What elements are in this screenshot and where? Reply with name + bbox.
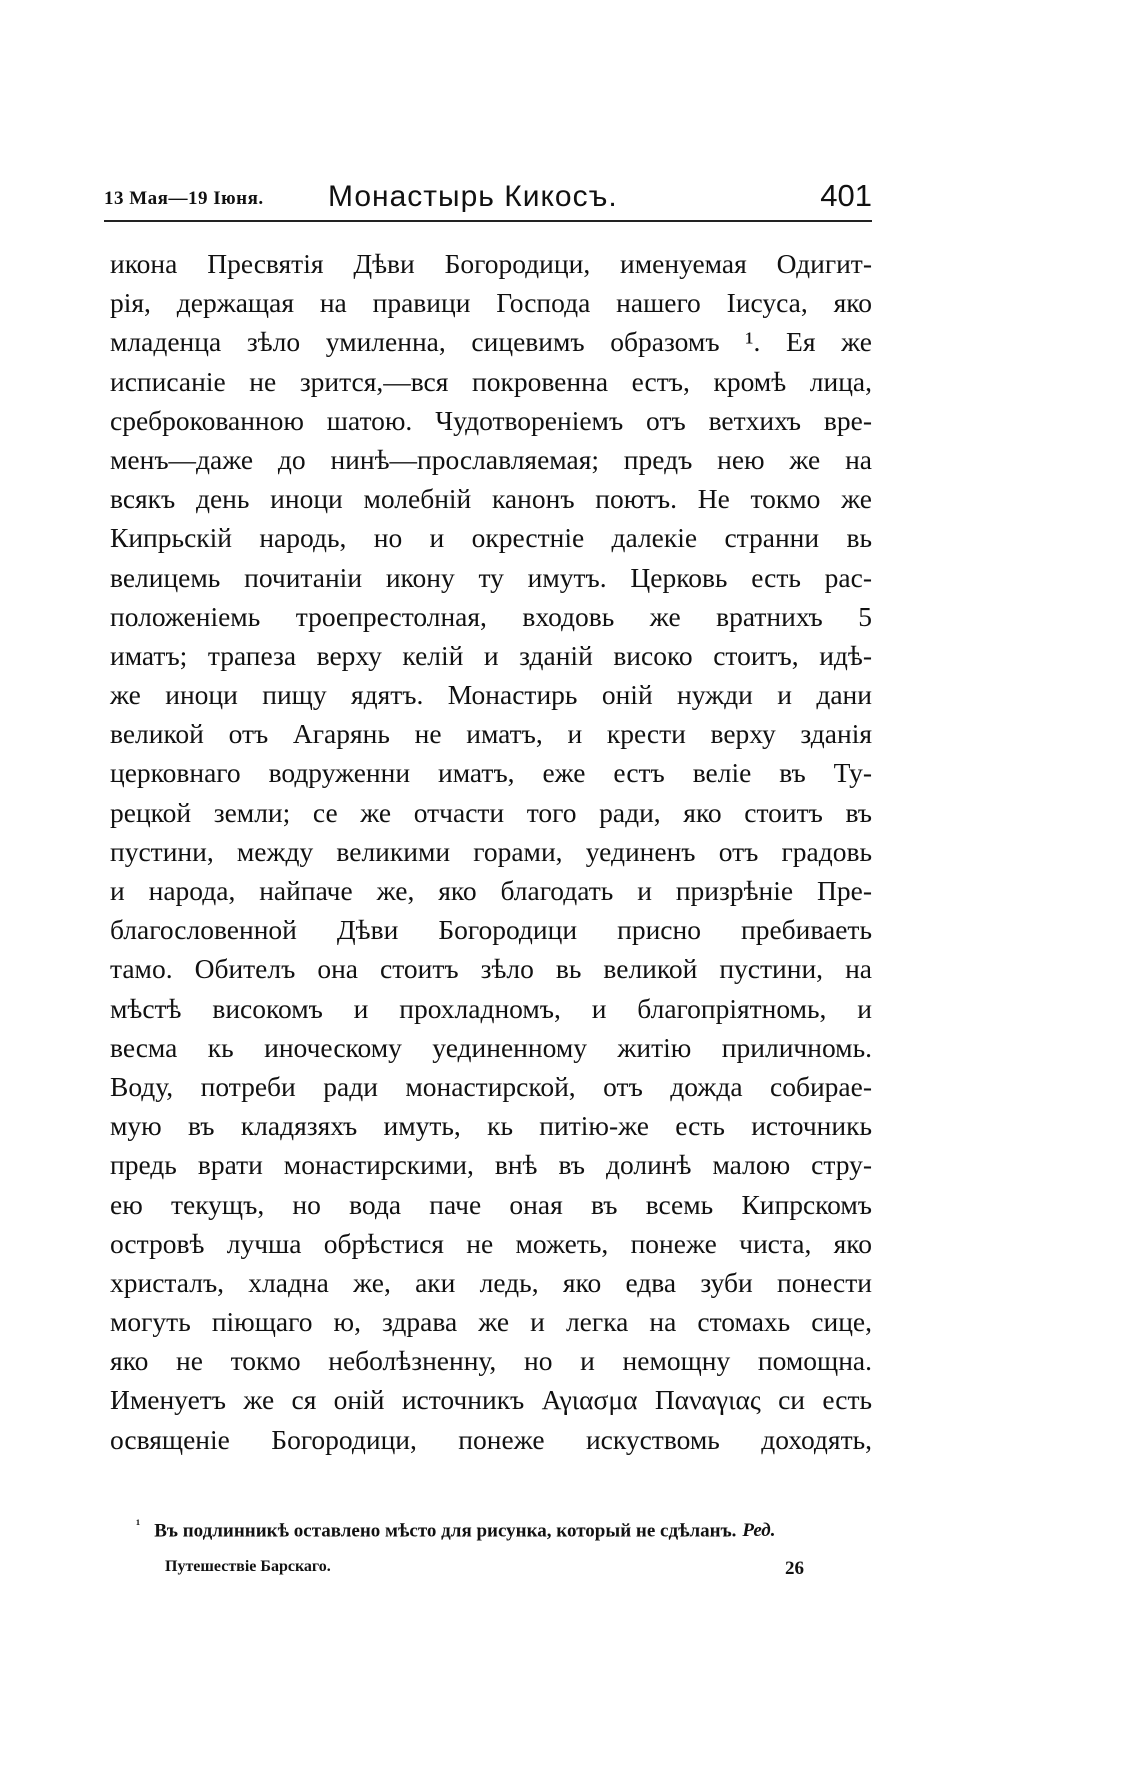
body-line: и народа, найпаче же, яко благодать и призрѣніе Пре- bbox=[110, 875, 872, 906]
header-dates: 13 Мая—19 Іюня. bbox=[104, 188, 264, 209]
body-line: менъ—даже до нинѣ—прославляемая; предъ нею же на bbox=[110, 443, 872, 475]
body-line: Кипрьскій народь, но и окрестніе далекіе странни вь bbox=[110, 522, 872, 554]
body-line: ею текущъ, но вода паче оная въ всемь Кипрскомъ bbox=[110, 1188, 872, 1220]
footnote-editor-note: Ред. bbox=[742, 1520, 776, 1542]
signature-sheet-number: 26 bbox=[785, 1558, 804, 1579]
body-line: велицемь почитанiи икону ту имутъ. Церковь есть рас- bbox=[110, 561, 872, 593]
header-rule bbox=[104, 220, 872, 222]
body-line: исписаніе не зрится,—вся покровенна естъ, кромѣ лица, bbox=[110, 365, 872, 397]
body-line: яко не токмо неболѣзненну, но и немощну помощна. bbox=[110, 1345, 872, 1377]
body-line: икона Пресвятія Дѣви Богородици, именуемая Одигит- bbox=[110, 248, 872, 279]
body-line: благословенной Дѣви Богородици присно пребиваеть bbox=[110, 914, 872, 946]
footnote-marker: ¹ bbox=[136, 1518, 141, 1533]
body-line: среброкованною шатою. Чудотвореніемъ отъ ветхихъ вре- bbox=[110, 404, 872, 436]
footnote bbox=[136, 1518, 872, 1542]
signature-title: Путешествіе Барскаго. bbox=[165, 1558, 331, 1575]
body-line: мѣстѣ високомъ и прохладномъ, и благопріятномь, и bbox=[110, 992, 872, 1024]
body-text bbox=[110, 244, 872, 1459]
body-line: Воду, потреби ради монастирской, отъ дожда собирае- bbox=[110, 1070, 872, 1102]
body-line: младенца зѣло умиленна, сицевимъ образомъ ¹. Ея же bbox=[110, 326, 872, 358]
body-line: островѣ лучша обрѣстися не можеть, понеже чиста, яко bbox=[110, 1227, 872, 1259]
running-header bbox=[104, 168, 872, 220]
body-line: христалъ, хладна же, аки ледь, яко едва зуби понести bbox=[110, 1266, 872, 1298]
body-line: рецкой земли; се же отчасти того ради, яко стоитъ въ bbox=[110, 796, 872, 828]
body-line: великой отъ Агарянь не иматъ, и крести верху зданія bbox=[110, 718, 872, 750]
body-line: предь врати монастирскими, внѣ въ долинѣ малою стру- bbox=[110, 1149, 872, 1181]
page-number: 401 bbox=[820, 178, 872, 213]
body-line: пустини, между великими горами, уединенъ отъ градовь bbox=[110, 835, 872, 867]
body-line: церковнаго водруженни иматъ, еже естъ веліе въ Ту- bbox=[110, 757, 872, 789]
body-line: всякъ день иноци молебній канонъ поютъ. Не токмо же bbox=[110, 483, 872, 515]
body-line: же иноци пищу ядятъ. Монастирь оній нужди и дани bbox=[110, 679, 872, 711]
footnote-text: Въ подлинникѣ оставлено мѣсто для рисунка, который не сдѣланъ. bbox=[154, 1520, 737, 1542]
body-line: тамо. Обителъ она стоитъ зѣло вь великой пустини, на bbox=[110, 953, 872, 985]
body-line: Именуетъ же ся оній источникъ Αγιασμα Παναγιας си есть bbox=[110, 1384, 872, 1416]
body-line: мую въ кладязяхъ имуть, кь питію-же есть источникь bbox=[110, 1110, 872, 1142]
body-line: положеніемь троепрестолная, входовь же вратнихъ 5 bbox=[110, 600, 872, 632]
header-title: Монастырь Кикосъ. bbox=[328, 180, 618, 213]
body-line: иматъ; трапеза верху келій и зданій високо стоитъ, идѣ- bbox=[110, 639, 872, 671]
body-line: освященіе Богородици, понеже искуствомь доходять, bbox=[110, 1423, 872, 1455]
body-line: рія, держащая на правици Господа нашего Іисуса, яко bbox=[110, 287, 872, 319]
body-line: могуть піющаго ю, здрава же и легка на стомахь сице, bbox=[110, 1306, 872, 1338]
body-line: весма кь иноческому уединенному житію приличномь. bbox=[110, 1031, 872, 1063]
